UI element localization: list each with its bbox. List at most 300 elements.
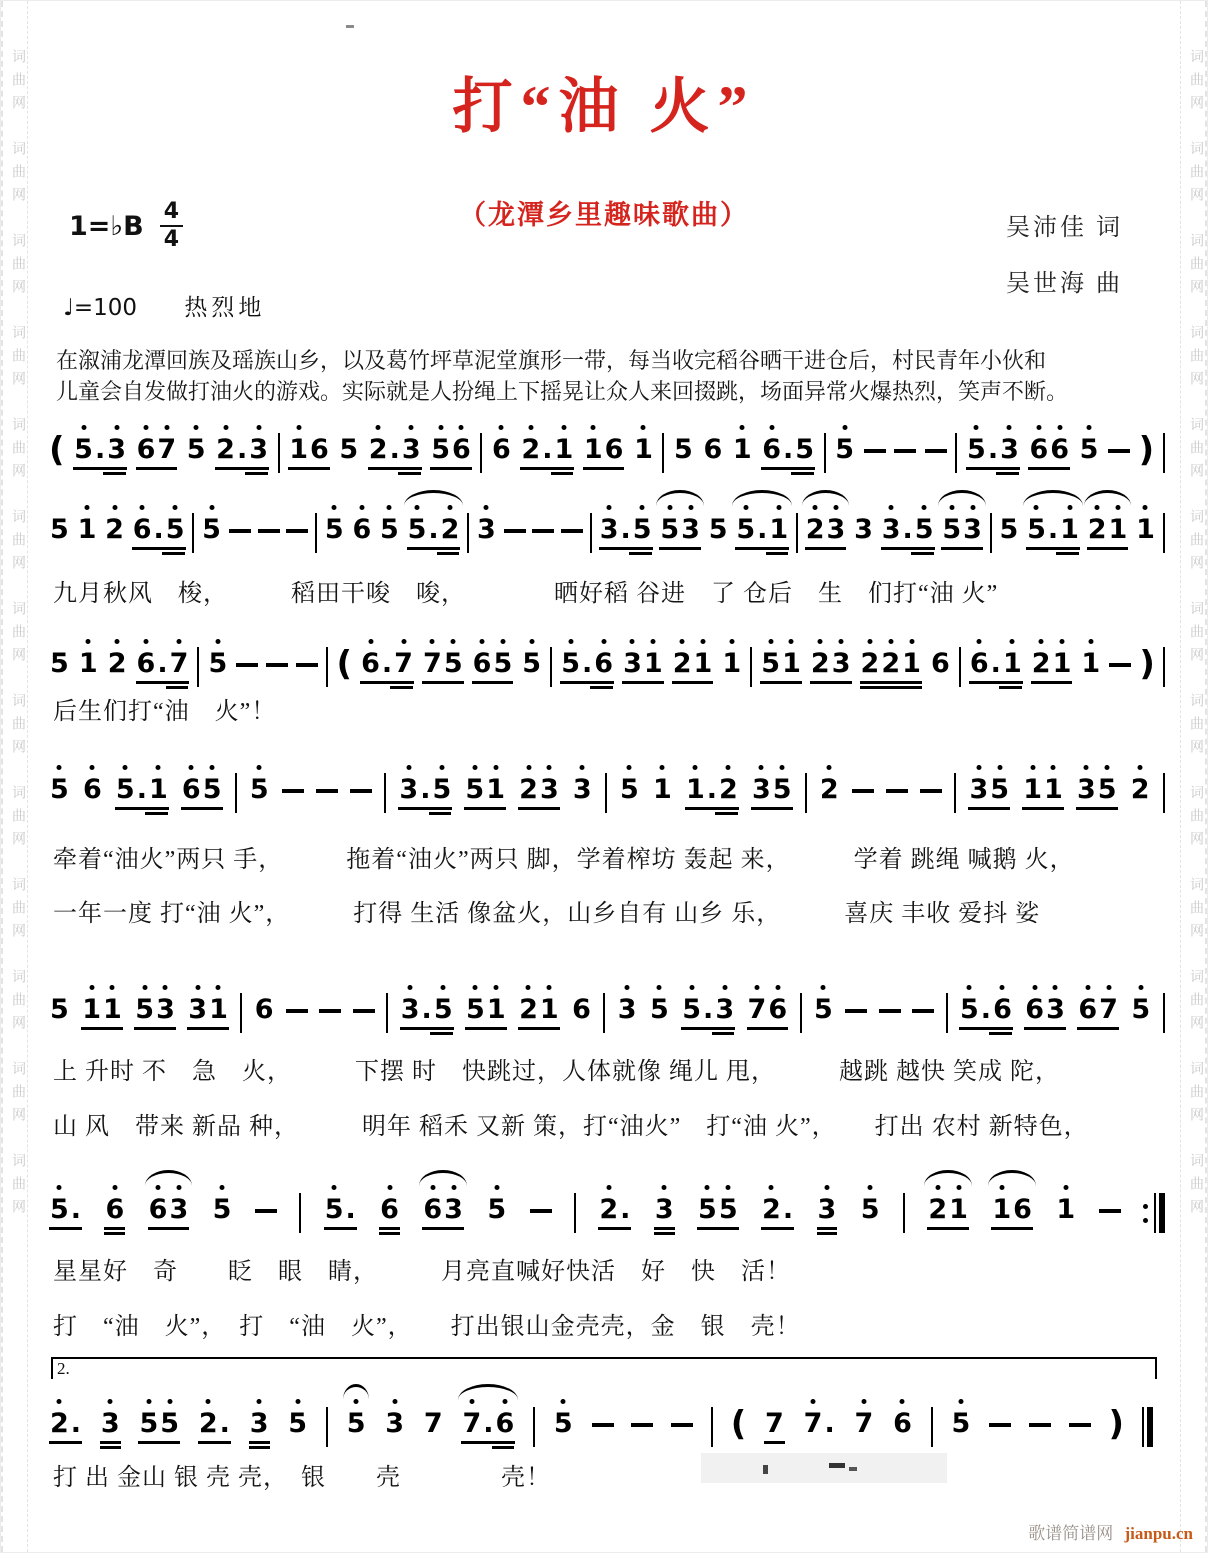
octave-dot-above — [561, 1399, 566, 1404]
note-token — [571, 995, 592, 1025]
note-digit: 7 — [854, 1409, 875, 1439]
octave-dot-above — [970, 505, 975, 510]
note-digit: . — [420, 774, 431, 805]
note-token — [553, 1409, 574, 1439]
duration-dash — [255, 1209, 277, 1213]
octave-dot-above — [448, 505, 453, 510]
note-digit: 3 — [1045, 995, 1066, 1025]
note-digit: 5 — [73, 435, 94, 465]
barline — [800, 993, 802, 1033]
note-token — [249, 775, 270, 805]
note-digit: . — [236, 434, 248, 465]
octave-dot-above — [167, 1399, 172, 1404]
note-digit: 1 — [948, 1195, 969, 1225]
note-digit: 6 — [136, 435, 157, 465]
note-digit: 3 — [854, 514, 873, 545]
octave-dot-above — [680, 639, 685, 644]
octave-dot-above — [526, 985, 531, 990]
note-digit: . — [153, 514, 164, 545]
note-token — [461, 1409, 515, 1444]
note-digit: 5 — [207, 649, 228, 679]
octave-dot-above — [789, 639, 794, 644]
note-token — [400, 995, 454, 1030]
note-token — [1135, 515, 1156, 545]
note-token — [338, 435, 359, 465]
note-digit: . — [987, 434, 999, 465]
notation-line-6 — [49, 1169, 1165, 1233]
note-digit: 3 — [968, 775, 989, 805]
note-token — [649, 995, 670, 1025]
octave-dot-above — [84, 505, 89, 510]
note-token — [187, 995, 229, 1030]
note-token — [384, 1409, 405, 1439]
note-digit: 5 — [950, 1409, 971, 1439]
note-digit: 3 — [443, 1195, 464, 1225]
note-token — [622, 649, 664, 684]
note-digit: 1 — [1059, 515, 1080, 545]
octave-dot-above — [206, 1399, 211, 1404]
octave-dot-above — [726, 765, 731, 770]
note-digit: 2 — [1130, 775, 1151, 805]
note-digit: 5 — [202, 775, 223, 805]
parenthesis: ) — [1108, 1404, 1125, 1444]
octave-dot-above — [176, 1185, 181, 1190]
octave-dot-above — [451, 639, 456, 644]
parenthesis: ) — [1139, 644, 1155, 684]
octave-dot-above — [143, 425, 148, 430]
barline — [903, 1193, 905, 1233]
note-digit: 5 — [735, 515, 756, 545]
note-digit: . — [824, 1408, 835, 1439]
duration-dash — [1108, 449, 1130, 453]
note-digit: 1 — [81, 995, 102, 1025]
note-digit: 6 — [572, 994, 591, 1025]
barline — [386, 993, 388, 1033]
note-digit: 5 — [324, 1195, 345, 1225]
note-digit: 5 — [443, 649, 464, 679]
note-digit: . — [70, 1408, 82, 1439]
note-digit: 2 — [927, 1195, 948, 1225]
note-token — [751, 775, 793, 810]
note-part — [1154, 1193, 1156, 1233]
barline — [299, 1193, 301, 1233]
octave-dot-above — [722, 985, 727, 990]
octave-dot-above — [156, 1185, 161, 1190]
note-digit: 1 — [1002, 649, 1023, 679]
note-digit: 1 — [781, 649, 802, 679]
octave-dot-above — [143, 639, 148, 644]
note-digit: 1 — [148, 775, 169, 805]
octave-dot-above — [1007, 425, 1012, 430]
note-digit: 5 — [813, 995, 834, 1025]
note-digit: 6 — [422, 1195, 443, 1225]
note-digit: 5 — [697, 1195, 718, 1225]
octave-dot-above — [108, 1399, 113, 1404]
note-token — [78, 649, 99, 679]
note-digit: 6 — [379, 1195, 400, 1225]
duration-dash — [852, 789, 874, 793]
note-token — [969, 649, 1023, 684]
note-digit: 3 — [680, 515, 701, 545]
lyric-line: 牵着“油火”两只 手， 拖着“油火”两只 脚，学着榨坊 轰起 来， 学着 跳绳 喊鹅 火， — [53, 847, 1075, 873]
duration-dash — [532, 529, 554, 533]
note-digit: 5 — [772, 775, 793, 805]
duration-dash — [258, 529, 280, 533]
note-token — [49, 775, 70, 805]
note-digit: 5 — [708, 514, 728, 545]
octave-dot-above — [580, 765, 585, 770]
note-digit: 5 — [287, 1409, 308, 1439]
octave-dot-above — [1106, 985, 1111, 990]
octave-dot-above — [1095, 505, 1100, 510]
note-digit: 5 — [431, 775, 452, 805]
note-digit: 5 — [560, 649, 581, 679]
octave-dot-above — [657, 985, 662, 990]
duration-dash — [864, 449, 886, 453]
note-digit: . — [542, 434, 553, 465]
note-token — [324, 515, 345, 545]
octave-dot-above — [257, 765, 262, 770]
intro-line-1: 在溆浦龙潭回族及瑶族山乡，以及葛竹坪草泥堂旗形一带，每当收完稻谷晒干进仓后，村民青年小伙和 — [56, 348, 1047, 373]
note-digit: . — [483, 1408, 494, 1439]
duration-dash — [925, 449, 947, 453]
octave-dot-above — [392, 1399, 397, 1404]
barline — [805, 773, 807, 813]
note-token — [49, 1195, 82, 1230]
note-digit: 2 — [598, 1195, 619, 1225]
octave-dot-above — [1084, 765, 1089, 770]
final-barline — [1142, 1407, 1153, 1447]
octave-dot-above — [627, 765, 632, 770]
octave-dot-above — [493, 765, 498, 770]
octave-dot-above — [473, 985, 478, 990]
note-token — [201, 515, 222, 545]
note-token — [1077, 995, 1119, 1030]
octave-dot-above — [775, 985, 780, 990]
octave-dot-above — [547, 985, 552, 990]
slur-arc — [145, 1170, 193, 1186]
octave-dot-above — [977, 639, 982, 644]
barline — [750, 647, 752, 687]
octave-dot-above — [406, 765, 411, 770]
note-token — [1130, 775, 1151, 805]
note-digit: 6 — [1028, 435, 1049, 465]
note-token — [81, 995, 123, 1030]
duration-dash — [286, 529, 308, 533]
note-token — [966, 435, 1020, 470]
octave-dot-above — [1115, 505, 1120, 510]
octave-dot-above — [163, 985, 168, 990]
note-token — [652, 775, 673, 805]
note-token — [518, 775, 560, 810]
barline — [1163, 513, 1165, 553]
note-digit: 6 — [1077, 995, 1098, 1025]
octave-dot-above — [438, 425, 443, 430]
octave-dot-above — [956, 1185, 961, 1190]
octave-dot-above — [861, 1399, 866, 1404]
note-digit: 3 — [826, 515, 847, 545]
octave-dot-above — [194, 425, 199, 430]
duration-dash — [989, 1423, 1011, 1427]
note-digit: 3 — [539, 775, 560, 805]
note-part — [1142, 1407, 1144, 1447]
note-token — [1087, 515, 1129, 550]
note-digit: 1 — [768, 515, 789, 545]
note-digit: 7 — [422, 649, 443, 679]
note-digit: 6 — [136, 649, 157, 679]
note-digit: 2 — [520, 435, 541, 465]
note-digit: 6 — [930, 648, 950, 679]
note-digit: . — [428, 514, 439, 545]
note-digit: 5 — [941, 515, 962, 545]
octave-dot-above — [922, 505, 927, 510]
octave-dot-above — [257, 1399, 262, 1404]
note-part — [1143, 1218, 1148, 1223]
note-token — [134, 995, 176, 1030]
note-token — [82, 775, 103, 805]
note-token — [633, 435, 654, 465]
barline — [1163, 647, 1165, 687]
note-digit: 5 — [989, 775, 1010, 805]
note-digit: . — [990, 648, 1001, 679]
note-token — [379, 515, 400, 545]
note-digit: . — [783, 434, 794, 465]
lyric-line: 后生们打“油 火”！ — [53, 699, 277, 725]
octave-dot-above — [387, 505, 392, 510]
slur-arc — [419, 1170, 467, 1186]
octave-dot-above — [824, 1185, 829, 1190]
slur-arc — [802, 490, 850, 506]
octave-dot-above — [223, 425, 228, 430]
volta-label: 2. — [57, 1359, 70, 1378]
octave-dot-above — [1063, 1185, 1068, 1190]
note-digit: . — [980, 994, 992, 1025]
tempo-mark — [63, 289, 265, 322]
octave-dot-above — [568, 639, 573, 644]
octave-dot-above — [332, 505, 337, 510]
note-token — [854, 1409, 875, 1439]
note-digit: 6 — [593, 649, 614, 679]
note-token — [598, 1195, 631, 1230]
page-subtitle: （龙潭乡里趣味歌曲） — [459, 200, 749, 230]
note-digit: 3 — [401, 435, 422, 465]
octave-dot-above — [1105, 765, 1110, 770]
note-token — [761, 435, 815, 470]
note-digit: 3 — [106, 435, 127, 465]
note-digit: 6 — [82, 775, 103, 805]
duration-dash — [266, 663, 288, 667]
note-digit: 5 — [407, 515, 428, 545]
note-digit: 1 — [633, 435, 654, 465]
note-digit: 5 — [959, 995, 980, 1025]
note-token — [1080, 649, 1101, 679]
note-token — [486, 1195, 507, 1225]
barline — [662, 433, 664, 473]
octave-dot-above — [867, 639, 872, 644]
octave-dot-above — [114, 425, 119, 430]
octave-dot-above — [630, 639, 635, 644]
note-token — [49, 1409, 82, 1444]
note-digit: 3 — [622, 649, 643, 679]
octave-dot-above — [439, 765, 444, 770]
composer-credit: 吴世海 曲 — [1006, 271, 1123, 297]
note-token — [346, 1409, 367, 1439]
octave-dot-above — [86, 639, 91, 644]
octave-dot-above — [112, 1185, 117, 1190]
note-token — [422, 1195, 464, 1230]
note-digit: 6 — [892, 1409, 913, 1439]
note-digit: 5 — [324, 515, 345, 545]
note-digit: 5 — [966, 435, 987, 465]
barline — [326, 647, 328, 687]
note-digit: . — [421, 994, 432, 1025]
barline — [990, 513, 992, 553]
note-token — [998, 515, 1019, 545]
note-digit: 7 — [803, 1409, 824, 1439]
note-digit: 1 — [901, 649, 922, 679]
octave-dot-above — [526, 765, 531, 770]
duration-dash — [631, 1423, 653, 1427]
note-token — [77, 515, 98, 545]
note-token — [685, 775, 739, 810]
note-digit: 5 — [49, 1195, 70, 1225]
note-digit: 5 — [999, 514, 1019, 545]
note-digit: 5 — [134, 995, 155, 1025]
octave-dot-above — [142, 985, 147, 990]
note-token — [472, 649, 514, 684]
note-digit: 1 — [652, 775, 673, 805]
note-token — [186, 435, 207, 465]
note-digit: 3 — [1076, 775, 1097, 805]
note-digit: . — [345, 1194, 356, 1225]
note-digit: 1 — [485, 775, 506, 805]
note-digit: . — [157, 648, 168, 679]
note-digit: 7 — [765, 1408, 784, 1439]
note-token — [520, 435, 574, 470]
notation-line-5 — [49, 969, 1165, 1033]
note-digit: 5 — [486, 1195, 507, 1225]
note-token — [681, 995, 735, 1030]
octave-dot-above — [57, 765, 62, 770]
note-token — [721, 649, 742, 679]
watermark-text-right: 词曲网 词曲网 词曲网 词曲网 词曲网 词曲网 词曲网 词曲网 词曲网 词曲网 词曲网 词曲网 词曲网 — [1188, 49, 1203, 1222]
octave-dot-above — [220, 1185, 225, 1190]
note-digit: 6 — [1024, 995, 1045, 1025]
lyric-line: 打 “油 火”， 打 “油 火”， 打出银山金壳壳，金 银 壳！ — [53, 1314, 801, 1340]
footer-domain-link[interactable]: jianpu.cn — [1124, 1524, 1193, 1543]
scan-artifact-box — [701, 1453, 947, 1483]
note-digit: 2 — [819, 775, 840, 805]
note-digit: . — [94, 434, 106, 465]
octave-dot-above — [112, 505, 117, 510]
duration-dash — [353, 1009, 375, 1013]
octave-dot-above — [494, 985, 499, 990]
note-digit: 6 — [761, 435, 782, 465]
note-token — [834, 435, 855, 465]
note-digit: 5 — [115, 775, 136, 805]
note-digit: . — [782, 1194, 794, 1225]
note-token — [950, 1409, 971, 1439]
slur-arc — [924, 1170, 972, 1186]
note-token — [407, 515, 461, 550]
barline — [533, 1407, 535, 1447]
note-digit: 5 — [649, 995, 670, 1025]
octave-dot-above — [1085, 985, 1090, 990]
note-digit: 3 — [962, 515, 983, 545]
note-token — [819, 775, 840, 805]
octave-dot-above — [958, 1399, 963, 1404]
expression-mark: 热烈地 — [184, 295, 266, 320]
barline — [1163, 773, 1165, 813]
note-digit: 3 — [881, 515, 902, 545]
note-digit: 1 — [539, 995, 560, 1025]
octave-dot-above — [607, 505, 612, 510]
note-digit: 3 — [714, 995, 735, 1025]
slur-arc — [732, 490, 792, 506]
note-token — [659, 515, 701, 550]
lyricist-credit: 吴沛佳 词 — [1006, 215, 1123, 241]
note-digit: 1 — [583, 435, 604, 465]
note-digit: 3 — [599, 515, 620, 545]
note-token — [148, 1195, 190, 1230]
note-digit: 2 — [761, 1195, 782, 1225]
note-token — [104, 515, 125, 545]
slur-arc — [988, 1170, 1036, 1186]
octave-dot-above — [146, 1399, 151, 1404]
duration-dash — [229, 529, 251, 533]
note-digit: 6 — [148, 1195, 169, 1225]
note-token — [747, 995, 789, 1030]
note-token — [1022, 775, 1064, 810]
note-digit: 6 — [1013, 1194, 1032, 1225]
barline — [240, 993, 242, 1033]
note-digit: 5 — [492, 649, 513, 679]
time-signature — [160, 201, 183, 251]
note-digit: . — [136, 774, 147, 805]
octave-dot-above — [195, 985, 200, 990]
note-digit: 6 — [360, 649, 381, 679]
octave-dot-above — [115, 639, 120, 644]
note-digit: 3 — [617, 995, 638, 1025]
note-digit: 1 — [1052, 649, 1073, 679]
note-digit: 6 — [604, 434, 624, 465]
note-digit: 6 — [310, 434, 329, 465]
octave-dot-above — [729, 639, 734, 644]
octave-dot-above — [561, 425, 566, 430]
octave-dot-above — [408, 985, 413, 990]
note-digit: 5 — [186, 435, 207, 465]
octave-dot-above — [1138, 985, 1143, 990]
octave-dot-above — [502, 1399, 507, 1404]
note-token — [465, 995, 507, 1030]
note-token — [423, 1409, 444, 1439]
note-token — [1031, 649, 1073, 684]
octave-dot-above — [667, 505, 672, 510]
note-digit: 3 — [751, 775, 772, 805]
octave-dot-above — [529, 639, 534, 644]
note-digit: 5 — [339, 434, 359, 465]
note-digit: 3 — [831, 649, 852, 679]
note-digit: 5 — [553, 1409, 574, 1439]
octave-dot-above — [81, 425, 86, 430]
octave-dot-above — [376, 425, 381, 430]
note-digit: 5 — [201, 515, 222, 545]
intro-line-2: 儿童会自发做打油火的游戏。实际就是人扮绳上下摇晃让众人来回掇跳，场面异常火爆热烈，笑声不断。 — [56, 379, 1069, 404]
notation-line-1 — [49, 409, 1165, 473]
note-digit: 5 — [50, 994, 69, 1025]
duration-dash — [920, 789, 942, 793]
note-token — [1028, 435, 1070, 470]
